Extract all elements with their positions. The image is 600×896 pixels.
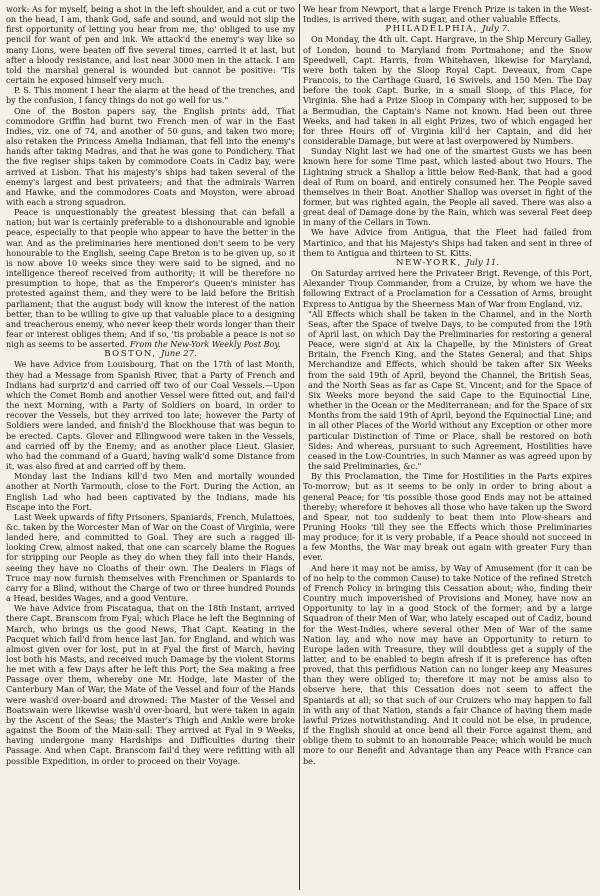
source-attribution: From the New-York Weekly Post Boy. bbox=[129, 339, 281, 350]
new-york-dateline bbox=[303, 258, 592, 268]
column-divider bbox=[299, 4, 300, 890]
right-column bbox=[303, 4, 592, 892]
dateline-date: July 11. bbox=[466, 257, 500, 268]
piscataqua-paragraph: We have Advice from Piscataqua, that on the 18th Instant, arrived there Capt. Branscom from Fyal; which Place he left the Beginning of March, who brings us the good News, That Capt. Keating in the Pacquet which fail'd from hence last Jan. for England, and which was almost given over for lost, put in at Fyal the first of March, having lost both his Masts, and received much Damage by the violent Storms he met with a few Days after he left this Port; the Sea making a free Passage over them, whereby one Mr. Hodge, late Master of the Canterbury Man of War, the Mate of the Vessel and four of the Hands were wash'd over-board and drowned: The Master of the Vessel and Boatswain were likewise wash'd over-board, but were taken in again by the Ascent of the Seas; the Master's Thigh and Ankle were broke against the Boom of the Main-sail: They arrived at Fyal in 9 Weeks, having undergone many Hardships and Difficulties during their Passage. And when Capt. Branscom fail'd they were refitting with all possible Expedition, in order to proceed on their Voyage. bbox=[6, 603, 295, 766]
dateline-place: BOSTON, bbox=[104, 349, 157, 360]
prisoners-paragraph: Last Week upwards of fifty Prisoners, Spaniards, French, Mulattoes, &c. taken by the Worcester Man of War on the Coast of Virginia, were landed here, and committed to Goal. They are such a ragged ill-looking Crew, almost naked, that one can scarcely blame the Rogues for stripping our People as they do when they fall into their Hands, seeing they have no Cloaths of their own. The Dealers in Flags of Truce may now furnish themselves with Frenchmen or Spaniards to carry for a Blind, without the Charge of two or three hundred Pounds a Head, besides Wages, and a good Venture. bbox=[6, 511, 295, 604]
boston-dateline bbox=[6, 349, 295, 359]
north-yarmouth-paragraph: Monday last the Indians kill'd two Men and mortally wounded another at North Yarmouth, close to the Fort. During the Action, an English Lad who had been captivated by the Indians, made his Escape into the Fort. bbox=[6, 471, 295, 512]
dateline-place: PHILADELPHIA, bbox=[385, 24, 478, 35]
philadelphia-dateline bbox=[303, 24, 592, 34]
dateline-date: July 7. bbox=[482, 24, 510, 35]
newport-paragraph: We hear from Newport, that a large French Prize is taken in the West-Indies, is arrived there, with sugar, and other valuable Effects. bbox=[303, 4, 592, 25]
privateer-paragraph: On Saturday arrived here the Privateer Brigt. Revenge, of this Port, Alexander Troup Commander, from a Cruize, by whom we have the following Extract of a Proclamation for a Cessation of Arms, brought Express to Antigua by the Sheerness Man of War from England, viz. bbox=[303, 268, 592, 309]
dateline-date: June 27. bbox=[160, 349, 197, 360]
left-column bbox=[6, 4, 295, 892]
letter-paragraph: work: As for myself, being a shot in the left shoulder, and a cut or two on the head, I am, thank God, safe and sound, and would not slip the first opportunity of letting you hear from me, tho' obliged to use my pencil for want of pen and ink. We attack'd the enemy's way like so many Lions, were beaten off five several times, carried it at last, but after a bloody resistance, and lost near 3000 men in the attack. I am told the marshal general is wounded but cannot be positive: 'Tis certain he exposed himself very much. bbox=[6, 4, 295, 86]
peace-commentary-paragraph bbox=[6, 207, 295, 349]
proclamation-quote: "All Effects which shall be taken in the Channel, and in the North Seas, after the Space of twelve Days, to be computed from the 19th of April last, on which Day the Preliminaries for restoring a general Peace, were sign'd at Aix la Chapelle, by the Ministers of Great Britain, the French King, and the States General; and that Ships Merchandize and Effects, which should be taken after Six Weeks from the said 19th of April, beyond the Channel, the British Seas, and the North Seas as far as Cape St. Vincent; and for the Space of Six Weeks more beyond the said Cape to the Equinoctial Line, whether in the Ocean or the Mediterranean; and for the Space of six Months from the said 19th of April, beyond the Equinoctial Line; and in all other Places of the World without any Exception or other more particular Distinction of Time or Place, shall be restored on both Sides: And whereas, pursuant to such Agreement, Hostilities have ceased in the Low-Countries, in such Manner as was agreed upon by the said Preliminaries, &c." bbox=[308, 308, 592, 472]
louisbourg-paragraph: We have Advice from Louisbourg, That on the 17th of last Month, they had a Message from Spanish River, that a Party of French and Indians had surpriz'd and carried off two of our Coal Vessels.—Upon which the Comet Bomb and another Vessel were fitted out, and fail'd the next Morning, with a Party of Soldiers on board, in order to recover the Vessels, but they arrived too late; however the Party of Soldiers were landed, and finish'd the Blockhouse that was begun to be erected. Capts. Glover and Ellingwood were taken in the Vessels, and carried off by the Enemy; and as another place Lieut. Glasier, who had the command of a Guard, having walk'd some Distance from it, was also fired at and carried off by them. bbox=[6, 359, 295, 472]
proclamation-commentary-paragraph: By this Proclamation, the Time for Hostilities in the Parts expires To-morrow; but as it seems to be only in order to bring about a general Peace; for 'tis possible those good Ends may not be attained thereby; wherefore it behoves all those who have taken up the Sword and Spear, not too suddenly to beat them into Plow-shears and Pruning Hooks 'till they see the Effects which those Preliminaries may produce; for it is very probable, if a Peace should not succeed in a few Months, the War may break out again with greater Fury than ever. bbox=[303, 471, 592, 563]
postscript-paragraph: P. S. This moment I hear the alarm at the head of the trenches, and by the confusion, I fancy things do not go well for us." bbox=[6, 85, 295, 106]
antigua-paragraph: We have Advice from Antigua, that the Fleet had failed from Martinico, and that his Majesty's Ships had taken and sent in three of them to Antigua and thirteen to St. Kitts. bbox=[303, 227, 592, 258]
storm-paragraph: Sunday Night last we had one of the smartest Gusts we has been known here for some Time past, which lasted about two Hours. The Lightning struck a Shallop a little below Red-Bank, that had a good deal of Rum on board, and entirely consumed her. The People saved themselves in their Boat. Another Shallop was overset in fight of the former, but was righted again, the People all saved. There was also a great deal of Damage done by the Rain, which was several Feet deep in many of the Cellars in Town. bbox=[303, 146, 592, 228]
boston-papers-paragraph: One of the Boston papers say, the English prints add, That commodore Griffin had burnt two French men of war in the East Indies, viz. one of 74, and another of 50 guns, and taken two more; also retaken the Princess Amelia Indiaman, that fell into the enemy's hands after taking Madras, and that he was gone to Pondichery. That the five regiser ships taken by commodore Coats in Cadiz bay, were arrived at Lisbon. That his majesty's ships had taken several of the enemy's largest and best privateers; and that the admirals Warren and Hawke, and the commodores Coats and Moyston, were abroad with each a strong squadron. bbox=[6, 105, 295, 207]
french-policy-paragraph: And here it may not be amiss, by Way of Amusement (for it can be of no help to the common Cause) to take Notice of the refined Stretch of French Policy in bringing this Cessation about; who, finding their Country much impoverished of Provisions and Money, have now an Opportunity to lay in a good Stock of the former; and by a large Squadron of their Men of War, who lately escaped out of Cadiz, bound for the West-Indies, where several other Men of War of the same Nation lay, and who now may have an Opportunity to return to Europe laden with Treasure, they will doubtless get a supply of the latter, and to be enabled to begin afresh if it is preference has often proved, that this perfidious Nation can no longer keep any Measures than they were obliged to; therefore it may not be amiss also to observe here, that this Cessation does not seem to affect the Spaniards at all; so that such of our Cruizers who may happen to fall in with any of that Nation, stands a fair Chance of having them made lawful Prizes notwithstanding. And it could not be else, in prudence, if the English should at once bend all their Force against them, and oblige them to submit to an honourable Peace; which would be much more to our Benefit and Advantage than any Peace with France can be. bbox=[303, 562, 592, 766]
hargrave-paragraph: On Monday, the 4th ult. Capt. Hargrave, in the Ship Mercury Galley, of London, bound to Maryland from Portmahone; and the Snow Speedwell, Capt. Harris, from Whitehaven, likewise for Maryland, were both taken by the Sloop Royal Capt. Deveaux, from Cape Francois, to the Carthage Guard, 16 Swivels, and 150 Men. The Day before the took Capt. Burke, in a small Sloop, of this Place, for Virginia. She had a Prize Sloop in Company with her, supposed to be a Bermudian, the Captain's Name not known. Had been out three Weeks, and had taken in all eight Prizes, two of which engaged her for three Hours off of Virginia kill'd her Captain, and did her considerable Damage, but were at last overpowered by Numbers. bbox=[303, 34, 592, 147]
peace-commentary-text: Peace is unquestionably the greatest blessing that can befall a nation; but war is certainly preferable to a dishonourable and ignoble peace, especially to that people who appear to have the better in the war. And as the preliminaries here mentioned don't seem to be very honourable to the English, seeing Cape Breton is to be given up, so it is now above 10 weeks since they were said to be signed, and no intelligence thereof received from authority; it will be therefore no presumption to hope, that as the Emperor's Queen's minister has protested against them, and they were to be laid before the British parliament; that the august body will know the interest of the nation better, than to be willing to give up that valuable place to a designing and treacherous enemy, who never keep their words longer than their fear or interest obliges them; And if so, 'tis probable a peace is not so nigh as seems to be asserted. bbox=[6, 207, 295, 350]
dateline-place: NEW-YORK, bbox=[395, 257, 462, 268]
